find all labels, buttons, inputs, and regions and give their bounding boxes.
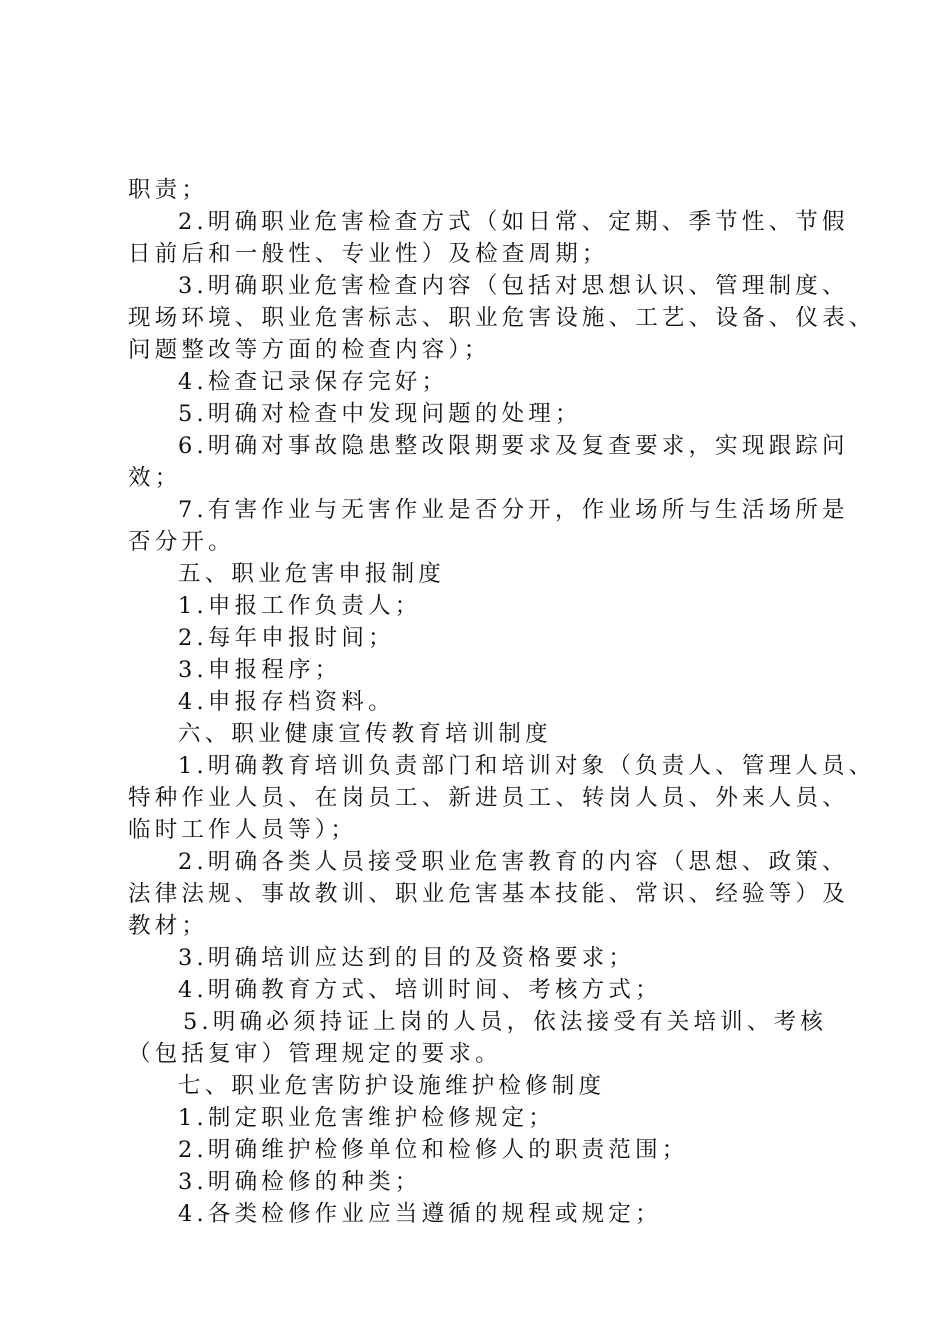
list-item: 1.明确教育培训负责部门和培训对象（负责人、管理人员、 — [178, 753, 876, 779]
list-item: 5.明确必须持证上岗的人员，依法接受有关培训、考核 — [183, 1009, 827, 1035]
text-line: 日前后和一般性、专业性）及检查周期； — [128, 241, 609, 267]
list-item: 4.明确教育方式、培训时间、考核方式； — [178, 977, 662, 1003]
list-item: 4.检查记录保存完好； — [178, 369, 449, 395]
section-heading: 七、职业危害防护设施维护检修制度 — [178, 1073, 606, 1099]
text-line: 现场环境、职业危害标志、职业危害设施、工艺、设备、仪表、 — [128, 305, 876, 331]
list-item: 3.明确职业危害检查内容（包括对思想认识、管理制度、 — [178, 273, 849, 299]
section-heading: 五、职业危害申报制度 — [178, 561, 446, 587]
list-item: 1.制定职业危害维护检修规定； — [178, 1105, 555, 1131]
list-item: 5.明确对检查中发现问题的处理； — [178, 401, 582, 427]
list-item: 4.各类检修作业应当遵循的规程或规定； — [178, 1201, 662, 1227]
text-line: 教材； — [128, 913, 209, 939]
section-heading: 六、职业健康宣传教育培训制度 — [178, 721, 552, 747]
list-item: 2.明确各类人员接受职业危害教育的内容（思想、政策、 — [178, 849, 849, 875]
text-line: 职责； — [128, 177, 209, 203]
list-item: 2.每年申报时间； — [178, 625, 395, 651]
text-line: （包括复审）管理规定的要求。 — [128, 1041, 502, 1067]
list-item: 2.明确维护检修单位和检修人的职责范围； — [178, 1137, 689, 1163]
list-item: 3.明确培训应达到的目的及资格要求； — [178, 945, 636, 971]
list-item: 3.明确检修的种类； — [178, 1169, 422, 1195]
text-line: 否分开。 — [128, 529, 235, 555]
text-line: 问题整改等方面的检查内容）； — [128, 337, 491, 363]
list-item: 2.明确职业危害检查方式（如日常、定期、季节性、节假 — [178, 209, 849, 235]
text-line: 特种作业人员、在岗员工、新进员工、转岗人员、外来人员、 — [128, 785, 849, 811]
text-line: 法律法规、事故教训、职业危害基本技能、常识、经验等）及 — [128, 881, 849, 907]
list-item: 3.申报程序； — [178, 657, 342, 683]
list-item: 6.明确对事故隐患整改限期要求及复查要求，实现跟踪问 — [178, 433, 849, 459]
text-line: 效； — [128, 465, 182, 491]
list-item: 7.有害作业与无害作业是否分开，作业场所与生活场所是 — [178, 497, 849, 523]
text-line: 临时工作人员等）； — [128, 817, 358, 843]
list-item: 4.申报存档资料。 — [178, 689, 395, 715]
list-item: 1.申报工作负责人； — [178, 593, 422, 619]
